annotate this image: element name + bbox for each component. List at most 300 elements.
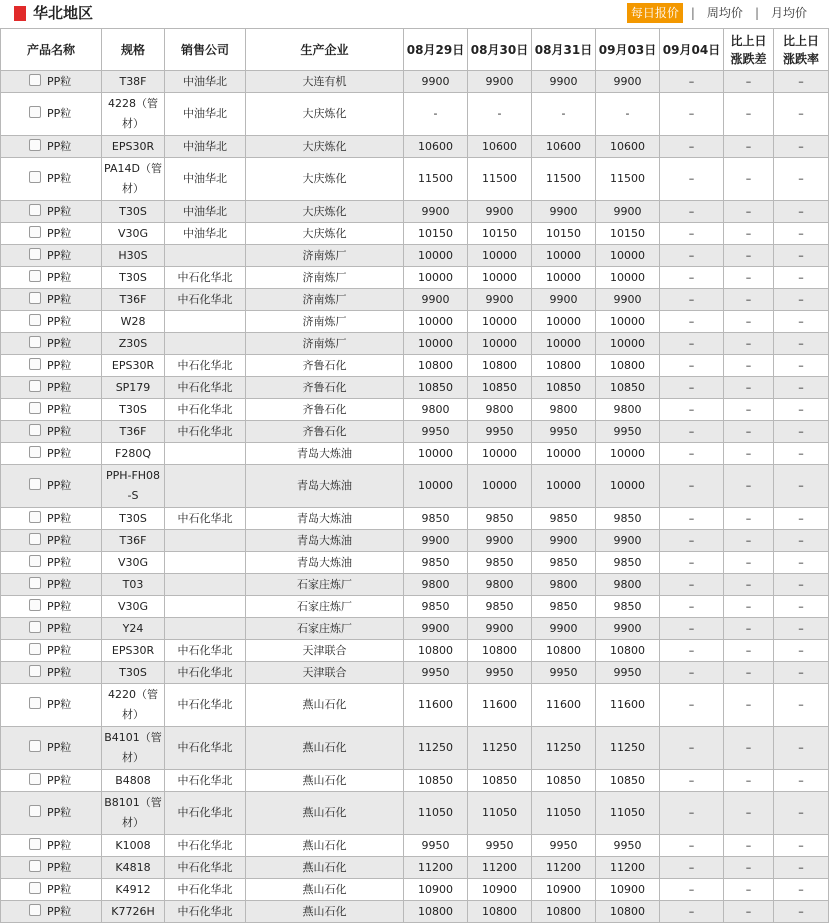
price-0903-cell: 10000 [596,311,660,333]
spec-cell: EPS30R [102,355,165,377]
price-0904-cell: – [660,136,724,158]
product-name: PP粒 [47,666,72,679]
price-0904-cell: – [660,267,724,289]
product-name-cell [1,530,102,552]
change-rate-cell: – [774,792,829,835]
row-select-checkbox[interactable] [29,805,41,817]
row-select-checkbox[interactable] [29,314,41,326]
price-0831-cell: 10800 [532,901,596,923]
producer-cell: 青岛大炼油 [246,530,404,552]
price-0830-cell: 10000 [468,465,532,508]
row-select-checkbox[interactable] [29,740,41,752]
row-select-checkbox[interactable] [29,106,41,118]
producer-cell: 燕山石化 [246,835,404,857]
product-name: PP粒 [47,698,72,711]
product-name: PP粒 [47,447,72,460]
tab-daily-price[interactable]: 每日报价 [627,3,683,23]
table-row [1,399,829,421]
price-0830-cell: 10000 [468,443,532,465]
table-row [1,835,829,857]
row-select-checkbox[interactable] [29,838,41,850]
spec-cell: T36F [102,530,165,552]
row-select-checkbox[interactable] [29,270,41,282]
price-0830-cell: 11500 [468,158,532,201]
sales-company-cell: 中石化华北 [165,377,246,399]
price-0830-cell: 9850 [468,596,532,618]
change-cell: – [724,596,774,618]
row-select-checkbox[interactable] [29,358,41,370]
change-rate-cell: – [774,835,829,857]
price-0904-cell: – [660,377,724,399]
change-rate-cell: – [774,465,829,508]
price-0830-cell: 11600 [468,684,532,727]
sales-company-cell: 中石化华北 [165,355,246,377]
producer-cell: 齐鲁石化 [246,421,404,443]
price-0831-cell: 10000 [532,465,596,508]
producer-cell: 燕山石化 [246,901,404,923]
product-name-cell [1,136,102,158]
col-spec-header: 规格 [102,29,165,71]
change-cell: – [724,835,774,857]
change-cell: – [724,530,774,552]
row-select-checkbox[interactable] [29,697,41,709]
price-0829-cell: 11600 [404,684,468,727]
table-row [1,552,829,574]
price-0904-cell: – [660,465,724,508]
spec-cell: T36F [102,421,165,443]
table-row [1,684,829,727]
product-name: PP粒 [47,600,72,613]
price-0903-cell: 9850 [596,596,660,618]
sales-company-cell [165,552,246,574]
price-0903-cell: 9800 [596,399,660,421]
row-select-checkbox[interactable] [29,402,41,414]
change-cell: – [724,355,774,377]
price-0904-cell: – [660,879,724,901]
price-0830-cell: 9950 [468,421,532,443]
spec-cell: PA14D（管材） [102,158,165,201]
sales-company-cell: 中石化华北 [165,879,246,901]
row-select-checkbox[interactable] [29,226,41,238]
producer-cell: 青岛大炼油 [246,552,404,574]
product-name: PP粒 [47,905,72,918]
spec-cell: PPH-FH08-S [102,465,165,508]
price-0903-cell: 10000 [596,333,660,355]
spec-cell: V30G [102,596,165,618]
producer-cell: 济南炼厂 [246,289,404,311]
product-name-cell [1,770,102,792]
price-0831-cell: 9900 [532,201,596,223]
change-cell: – [724,333,774,355]
product-name-cell [1,289,102,311]
row-select-checkbox[interactable] [29,511,41,523]
product-name: PP粒 [47,315,72,328]
product-name: PP粒 [47,293,72,306]
spec-cell: K7726H [102,901,165,923]
tab-weekly-average[interactable]: 周均价 [706,6,743,20]
price-0830-cell: 11050 [468,792,532,835]
product-name-cell [1,879,102,901]
row-select-checkbox[interactable] [29,665,41,677]
price-0829-cell: 9900 [404,530,468,552]
col-product-name-header: 产品名称 [1,29,102,71]
change-cell: – [724,136,774,158]
price-0904-cell: – [660,355,724,377]
price-0829-cell: - [404,93,468,136]
price-0829-cell: 10000 [404,333,468,355]
price-0904-cell: – [660,618,724,640]
producer-cell: 燕山石化 [246,879,404,901]
change-cell: – [724,71,774,93]
table-row [1,245,829,267]
table-row [1,289,829,311]
sales-company-cell: 中油华北 [165,93,246,136]
row-select-checkbox[interactable] [29,248,41,260]
change-rate-cell: – [774,267,829,289]
change-cell: – [724,289,774,311]
price-0830-cell: 9900 [468,289,532,311]
change-cell: – [724,618,774,640]
price-0903-cell: 9900 [596,201,660,223]
product-name: PP粒 [47,883,72,896]
product-name-cell [1,792,102,835]
price-0829-cell: 9900 [404,71,468,93]
row-select-checkbox[interactable] [29,577,41,589]
producer-cell: 燕山石化 [246,770,404,792]
spec-cell: T30S [102,201,165,223]
row-select-checkbox[interactable] [29,555,41,567]
col-sales-company-header: 销售公司 [165,29,246,71]
price-0829-cell: 9950 [404,421,468,443]
product-name-cell [1,355,102,377]
price-0903-cell: 10000 [596,245,660,267]
product-name-cell [1,552,102,574]
price-0903-cell: 9800 [596,574,660,596]
row-select-checkbox[interactable] [29,424,41,436]
producer-cell: 燕山石化 [246,792,404,835]
price-0831-cell: 10900 [532,879,596,901]
price-0904-cell: – [660,158,724,201]
producer-cell: 燕山石化 [246,857,404,879]
product-name-cell [1,640,102,662]
tab-monthly-average[interactable]: 月均价 [770,6,807,20]
price-0903-cell: - [596,93,660,136]
table-row [1,355,829,377]
price-0830-cell: 10900 [468,879,532,901]
tab-separator: | [754,6,759,20]
change-rate-cell: – [774,879,829,901]
price-0830-cell: 9900 [468,71,532,93]
price-0831-cell: 10150 [532,223,596,245]
producer-cell: 大连有机 [246,71,404,93]
price-0829-cell: 10600 [404,136,468,158]
price-0829-cell: 10800 [404,355,468,377]
spec-cell: Z30S [102,333,165,355]
change-rate-cell: – [774,508,829,530]
price-0904-cell: – [660,901,724,923]
product-name-cell [1,245,102,267]
product-name-cell [1,684,102,727]
price-0829-cell: 10800 [404,640,468,662]
price-0829-cell: 10850 [404,377,468,399]
change-cell: – [724,684,774,727]
row-select-checkbox[interactable] [29,446,41,458]
table-row [1,574,829,596]
price-0831-cell: 10800 [532,355,596,377]
sales-company-cell: 中石化华北 [165,901,246,923]
product-name-cell [1,267,102,289]
product-name-cell [1,443,102,465]
change-cell: – [724,792,774,835]
change-rate-cell: – [774,770,829,792]
product-name-cell [1,421,102,443]
price-0830-cell: 10800 [468,901,532,923]
change-cell: – [724,267,774,289]
change-cell: – [724,508,774,530]
price-0904-cell: – [660,71,724,93]
price-0903-cell: 9950 [596,835,660,857]
price-0829-cell: 10850 [404,770,468,792]
change-cell: – [724,640,774,662]
change-rate-cell: – [774,443,829,465]
table-header-row [1,29,829,71]
change-rate-cell: – [774,311,829,333]
sales-company-cell: 中油华北 [165,201,246,223]
price-0829-cell: 11200 [404,857,468,879]
change-rate-cell: – [774,223,829,245]
product-name-cell [1,223,102,245]
region-header [0,0,831,28]
price-0830-cell: 9950 [468,662,532,684]
price-0830-cell: 10150 [468,223,532,245]
price-0903-cell: 11200 [596,857,660,879]
price-0831-cell: 11600 [532,684,596,727]
spec-cell: F280Q [102,443,165,465]
change-cell: – [724,552,774,574]
price-0904-cell: – [660,770,724,792]
tab-separator: | [690,6,695,20]
price-0830-cell: 10800 [468,640,532,662]
sales-company-cell [165,465,246,508]
change-rate-cell: – [774,245,829,267]
product-name: PP粒 [47,622,72,635]
price-0831-cell: 9950 [532,421,596,443]
row-select-checkbox[interactable] [29,773,41,785]
change-rate-cell: – [774,158,829,201]
product-name-cell [1,158,102,201]
table-row [1,443,829,465]
price-0903-cell: 10600 [596,136,660,158]
change-cell: – [724,879,774,901]
table-row [1,421,829,443]
price-0904-cell: – [660,530,724,552]
price-0830-cell: 9800 [468,574,532,596]
price-0830-cell: 9800 [468,399,532,421]
spec-cell: 4220（管材） [102,684,165,727]
sales-company-cell: 中油华北 [165,71,246,93]
price-0904-cell: – [660,662,724,684]
table-row [1,640,829,662]
price-0904-cell: – [660,289,724,311]
sales-company-cell [165,596,246,618]
col-date-0904-header: 09月04日 [660,29,724,71]
change-rate-cell: – [774,399,829,421]
price-0829-cell: 9800 [404,574,468,596]
price-0903-cell: 10000 [596,443,660,465]
row-select-checkbox[interactable] [29,882,41,894]
producer-cell: 天津联合 [246,640,404,662]
price-0903-cell: 11600 [596,684,660,727]
price-0831-cell: 9900 [532,71,596,93]
change-rate-cell: – [774,662,829,684]
row-select-checkbox[interactable] [29,292,41,304]
spec-cell: T38F [102,71,165,93]
price-0903-cell: 9900 [596,618,660,640]
product-name: PP粒 [47,512,72,525]
row-select-checkbox[interactable] [29,204,41,216]
price-0829-cell: 9900 [404,289,468,311]
product-name-cell [1,618,102,640]
row-select-checkbox[interactable] [29,904,41,916]
change-cell: – [724,574,774,596]
change-rate-cell: – [774,333,829,355]
row-select-checkbox[interactable] [29,643,41,655]
sales-company-cell [165,618,246,640]
product-name-cell [1,333,102,355]
col-date-0903-header: 09月03日 [596,29,660,71]
row-select-checkbox[interactable] [29,336,41,348]
price-0831-cell: 9900 [532,289,596,311]
row-select-checkbox[interactable] [29,533,41,545]
table-row [1,508,829,530]
product-name: PP粒 [47,271,72,284]
change-cell: – [724,421,774,443]
price-0829-cell: 10900 [404,879,468,901]
price-0829-cell: 9850 [404,508,468,530]
price-0904-cell: – [660,727,724,770]
price-0829-cell: 11250 [404,727,468,770]
table-row [1,596,829,618]
sales-company-cell: 中石化华北 [165,640,246,662]
row-select-checkbox[interactable] [29,478,41,490]
price-0904-cell: – [660,508,724,530]
price-0829-cell: 10800 [404,901,468,923]
price-0829-cell: 9900 [404,618,468,640]
change-cell: – [724,311,774,333]
price-0830-cell: 10850 [468,770,532,792]
change-cell: – [724,158,774,201]
change-rate-cell: – [774,596,829,618]
table-row [1,93,829,136]
price-0904-cell: – [660,835,724,857]
price-0904-cell: – [660,792,724,835]
change-rate-cell: – [774,552,829,574]
row-select-checkbox[interactable] [29,599,41,611]
product-name-cell [1,399,102,421]
row-select-checkbox[interactable] [29,380,41,392]
price-0831-cell: 10850 [532,770,596,792]
producer-cell: 燕山石化 [246,684,404,727]
change-rate-cell: – [774,93,829,136]
change-rate-cell: – [774,71,829,93]
change-rate-cell: – [774,857,829,879]
product-name: PP粒 [47,556,72,569]
change-cell: – [724,770,774,792]
price-0831-cell: 10000 [532,245,596,267]
price-0903-cell: 9900 [596,71,660,93]
price-0831-cell: 11500 [532,158,596,201]
product-name-cell [1,901,102,923]
table-row [1,223,829,245]
sales-company-cell: 中石化华北 [165,662,246,684]
price-0831-cell: 9950 [532,662,596,684]
price-0903-cell: 11500 [596,158,660,201]
price-0830-cell: 9850 [468,552,532,574]
sales-company-cell: 中油华北 [165,158,246,201]
row-select-checkbox[interactable] [29,860,41,872]
producer-cell: 大庆炼化 [246,136,404,158]
row-select-checkbox[interactable] [29,621,41,633]
sales-company-cell: 中石化华北 [165,727,246,770]
sales-company-cell [165,530,246,552]
price-0831-cell: 10850 [532,377,596,399]
price-0829-cell: 10000 [404,245,468,267]
change-rate-cell: – [774,727,829,770]
price-0830-cell: 10000 [468,267,532,289]
price-0904-cell: – [660,684,724,727]
price-0903-cell: 10800 [596,901,660,923]
producer-cell: 石家庄炼厂 [246,596,404,618]
row-select-checkbox[interactable] [29,139,41,151]
sales-company-cell: 中油华北 [165,223,246,245]
price-0829-cell: 9800 [404,399,468,421]
table-row [1,770,829,792]
sales-company-cell: 中石化华北 [165,508,246,530]
price-0831-cell: 11250 [532,727,596,770]
change-rate-cell: – [774,684,829,727]
sales-company-cell: 中石化华北 [165,289,246,311]
change-cell: – [724,201,774,223]
price-0829-cell: 10000 [404,443,468,465]
product-name: PP粒 [47,249,72,262]
producer-cell: 济南炼厂 [246,333,404,355]
table-row [1,377,829,399]
product-name-cell [1,508,102,530]
col-daily-change-header: 比上日 涨跌差 [724,29,774,71]
table-row [1,727,829,770]
price-0829-cell: 10000 [404,465,468,508]
region-title: 华北地区 [33,4,94,22]
change-rate-cell: – [774,355,829,377]
change-rate-cell: – [774,901,829,923]
producer-cell: 大庆炼化 [246,93,404,136]
spec-cell: W28 [102,311,165,333]
row-select-checkbox[interactable] [29,171,41,183]
producer-cell: 济南炼厂 [246,311,404,333]
price-0831-cell: 9800 [532,399,596,421]
price-0831-cell: 9900 [532,618,596,640]
price-0831-cell: 10600 [532,136,596,158]
row-select-checkbox[interactable] [29,74,41,86]
spec-cell: T36F [102,289,165,311]
change-rate-cell: – [774,377,829,399]
spec-cell: K1008 [102,835,165,857]
change-cell: – [724,857,774,879]
price-0904-cell: – [660,421,724,443]
price-0830-cell: 9900 [468,201,532,223]
product-name: PP粒 [47,578,72,591]
spec-cell: T30S [102,267,165,289]
